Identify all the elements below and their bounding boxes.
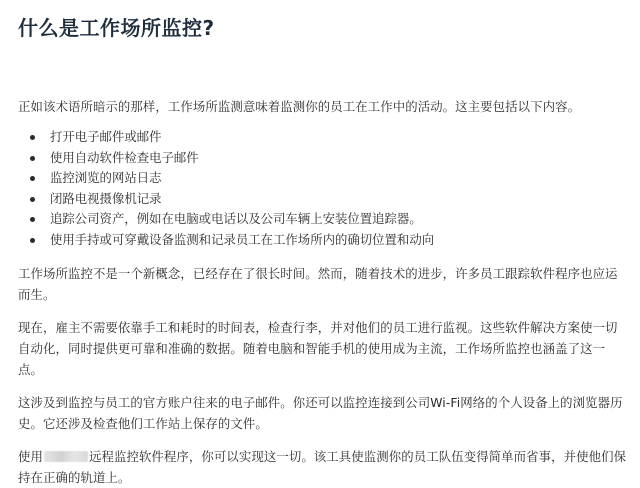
history-paragraph: 工作场所监控不是一个新概念，已经存在了很长时间。然而，随着技术的进步，许多员工跟踪软件程序也应运而生。 [18,265,618,302]
list-item: 使用自动软件检查电子邮件 [50,148,630,169]
list-item: 闭路电视摄像机记录 [50,189,630,210]
list-item: 打开电子邮件或邮件 [50,127,630,148]
intro-paragraph: 正如该术语所暗示的那样，工作场所监测意味着监测你的员工在工作中的活动。这主要包括以下内容。 [18,99,581,114]
automation-paragraph: 现在，雇主不需要依靠手工和耗时的时间表，检查行李，并对他们的员工进行监视。这些软件解决方案使一切自动化，同时提供更可靠和准确的数据。随着电脑和智能手机的使用成为主流，工作场所监控也涵盖了这一点。 [18,319,618,377]
list-item: 监控浏览的网站日志 [50,168,630,189]
list-item: 使用手持或可穿戴设备监测和记录员工在工作场所内的确切位置和动向 [50,230,630,251]
redacted-product-name [44,451,88,462]
monitoring-list [18,127,630,251]
article [18,0,630,488]
software-paragraph [18,446,630,488]
article-title: 什么是工作场所监控? [18,16,215,40]
email-monitoring-paragraph: 这涉及到监控与员工的官方账户往来的电子邮件。你还可以监控连接到公司Wi-Fi网络的个人设备上的浏览器历史。它还涉及检查他们工作站上保存的文件。 [18,394,623,431]
software-paragraph-suffix: 远程监控软件程序，你可以实现这一切。该工具使监测你的员工队伍变得简单而省事，并使他们保持在正确的轨道上。 [18,448,627,485]
software-paragraph-prefix: 使用 [18,448,43,464]
list-item: 追踪公司资产，例如在电脑或电话以及公司车辆上安装位置追踪器。 [50,209,630,230]
